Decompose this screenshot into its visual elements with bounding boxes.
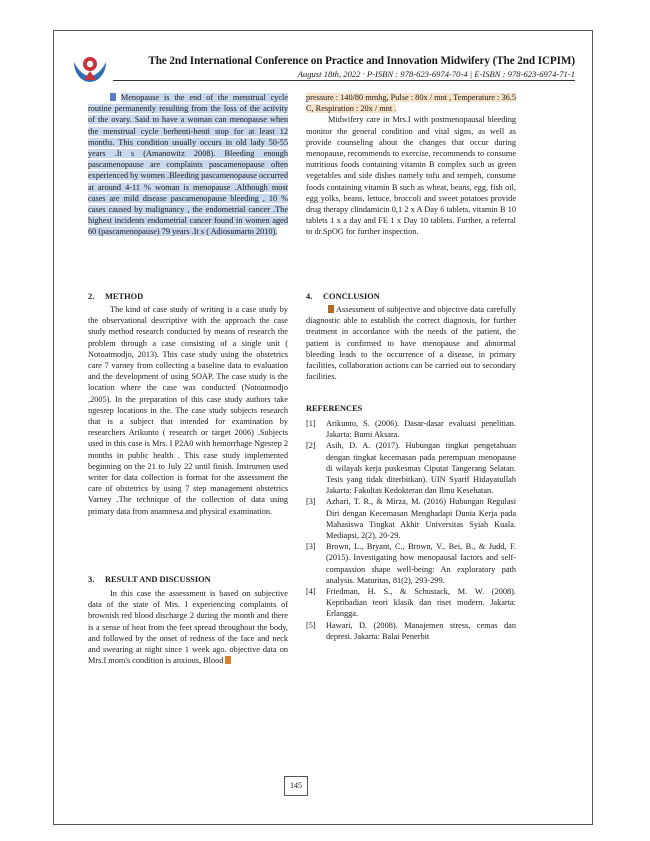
- reference-text: Arikunto, S. (2006). Dasar-dasar evaluasi penelitian. Jakarta: Bumi Aksara.: [326, 419, 516, 440]
- conclusion-title: CONCLUSION: [323, 292, 380, 301]
- result-text: In this case the assessment is based on subjective data of the state of Mrs. I experiencing complaints of brownish red blood discharge 2 during the month and there is a sense of heat from the feet spread throughout the body, and followed by the onset of redness of the face and neck and swearing at night since 1 week ago. objective data on Mrs.I mom's condition is anxious, Blood: [88, 589, 288, 666]
- care-paragraph: Midwifery care in Mrs.I with postmenopausal bleeding monitor the general condition and vital signs, as well as provide counseling about the changes that occur during menopause, recommends to exercise, recommends to consume nutritious foods containing vitamin B complex such as green vegetables and side dishes namely tofu and tempeh, consume foods containing vitamin B such as wheat, beans, egg, fish oil, egg yolks, beans, lettuce, broccoli and sweet potatoes provide drug therapy clindamicin 0,1 2 x A Day 6 tablets, vitamin B 10 tablets 1 x a day and FE 1 x Day 10 tablets. Further, a referral to dr.SpOG for further inspection.: [306, 115, 516, 237]
- conclusion-paragraph: [306, 304, 516, 382]
- vitals-paragraph: [306, 92, 516, 114]
- reference-item: [306, 620, 516, 642]
- reference-number: [5]: [306, 620, 316, 630]
- conference-title: The 2nd International Conference on Practice and Innovation Midwifery (The 2nd ICPIM): [148, 55, 575, 67]
- references-title: REFERENCES: [306, 404, 363, 413]
- conference-subtitle: August 18th, 2022 · P-ISBN : 978-623-6974-70-4 | E-ISBN : 978-623-6974-71-1: [297, 69, 575, 79]
- reference-text: Hawari, D. (2008). Manajemen stress, cemas dan depresi. Jakarta: Balai Penerbit: [326, 620, 516, 641]
- conclusion-paragraph-block: [306, 304, 516, 382]
- references-list: [306, 418, 516, 642]
- annotation-marker-icon: [225, 656, 231, 664]
- header-divider: [113, 80, 575, 81]
- reference-item: [306, 541, 516, 586]
- reference-text: Asih, D. A. (2017). Hubungan tingkat pengetahuan dengan tingkat kecemasan pada perempuan menopause di wilayah kerja puskesmas Ciputat Tangerang Selatan. Tesis yang tidak diterbitkan). UIN Syarif Hidayatullah Jakarta: Fakultas Kedokteran dan Ilmu Kesehatan.: [326, 441, 516, 496]
- reference-number: [4]: [306, 587, 316, 597]
- reference-item: [306, 496, 516, 541]
- result-heading: [88, 575, 211, 584]
- reference-number: [3]: [306, 497, 316, 507]
- vitals-text: pressure : 140/80 mmhg, Pulse : 80x / mnt , Temperature : 36.5 C, Respiration : 20x / mnt .: [306, 93, 516, 114]
- reference-number: [1]: [306, 419, 316, 428]
- reference-item: [306, 418, 516, 440]
- reference-number: [2]: [306, 441, 316, 451]
- reference-text: Azhari, T. R., & Mirza, M. (2016) Hubungan Regulasi Diri dengan Kecemasan Menghadapi Dunia Kerja pada Mahasiswa Tingkat Akhir Universitas Syiah Kuala. Mediapsi, 2(2), 20-29.: [326, 497, 516, 541]
- conference-logo-icon: [70, 52, 110, 84]
- reference-text: Brown, L., Bryant, C., Brown, V., Bei, B., & Judd, F. (2015). Investigating how menopausal factors and self-compassion shape well-being: An exploratory path analysis. Maturitas, 81(2), 293-299.: [326, 542, 516, 585]
- result-paragraph-block: [88, 588, 288, 666]
- reference-item: [306, 440, 516, 496]
- annotation-marker-icon: [328, 305, 334, 313]
- reference-text: Friedman, H. S., & Schustack, M. W. (2008). Kepribadian teori klasik dan riset modern. Jakarta: Erlangga.: [326, 587, 516, 619]
- result-number: 3.: [88, 575, 95, 584]
- method-paragraph-block: [88, 304, 288, 517]
- right-column-top: [306, 92, 516, 238]
- intro-paragraph: [88, 92, 288, 238]
- result-paragraph: [88, 588, 288, 666]
- intro-paragraph-block: [88, 92, 288, 238]
- method-paragraph: The kind of case study of writing is a case study by the observational descriptive with the approach the case study method research conducted by means of research the problem through a case consisting of a single unit ( Notoatmodjo, 2013). This case study using the obstetrics care 7 varney from collecting a baseline data to evaluation and the development of using SOAP. The case study is the location where the case was conducted (Notoatmodjo ,2005). In the preparation of this case study authors take ngesrep locations in the. The case study subjects research that is a subject that intended for examination by researchers Arikunto ( research or target 2006) .Subjects used in this case is Mrs. I P2A0 with hemorrhage Ngesrep 2 months in public health . This case study implemented beginning on the 21 to July 22 until finish. Instrumen used writer for data collection is format for the assessment the care of obstetrics by using 7 step management obstetrics Varney .The technique of the collection of data using primary data from anamnesa and physical examination.: [88, 305, 288, 516]
- conclusion-text: Assessment of subjective and objective data carefully diagnostic able to establish the correct diagnosis, for further treatment in accordance with the needs of the patient, the patient is confirmed to have menopause and abnormal bleeding leads to the occurrence of a disease, in primary facilities, collaboration actions can be carried out to secondary facilities.: [306, 305, 516, 382]
- method-heading: [88, 292, 143, 301]
- method-title: METHOD: [105, 292, 144, 301]
- method-number: 2.: [88, 292, 95, 301]
- conclusion-number: 4.: [306, 292, 313, 301]
- intro-text: Menopause is the end of the menstrual cycle routine permanently resulting from the loss of the activity of the ovary. Said to have a woman can menopause when the menstrual cycle berhenti-henti stop for at least 12 months. This condition usually occurs in old lady 50-55 years .It s (Amanowitz 2008). Bleeding enough pascamenopause are complaints pascamenopause often experienced by women .Bleeding pascamenopause occurred at around 4-11 % woman is menopause .Although most cases are mild disease pascamenopause bleeding , 10 % cases caused by malignancy , the endometrial cancer .The highest incidents endometrial cancer found in women aged 60 (pascamenopause) 79 years .It s ( Adiosumarto 2010).: [88, 93, 288, 237]
- conclusion-heading: [306, 292, 380, 301]
- page-number: 145: [284, 776, 308, 796]
- result-title: RESULT AND DISCUSSION: [105, 575, 211, 584]
- reference-number: [3]: [306, 542, 316, 552]
- reference-item: [306, 586, 516, 620]
- annotation-marker-icon: [110, 93, 116, 101]
